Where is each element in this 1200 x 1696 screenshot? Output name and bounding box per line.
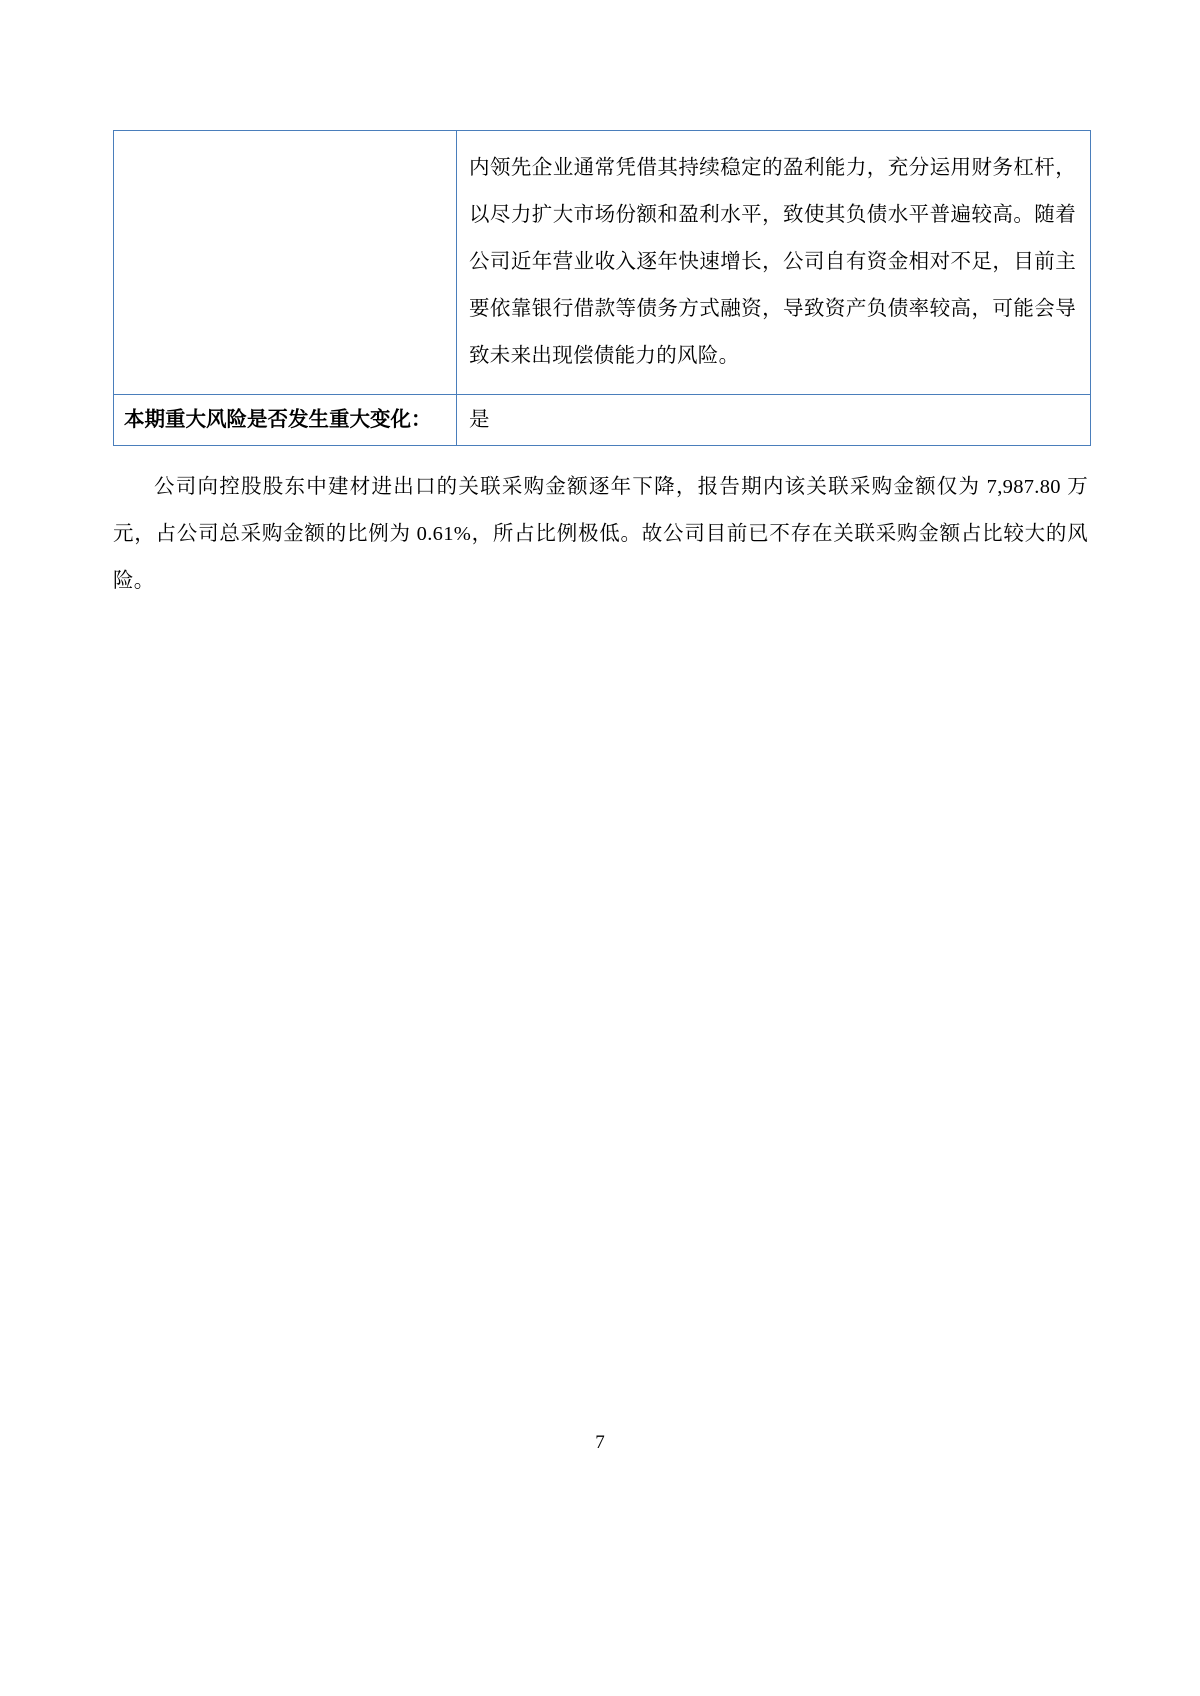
table-cell-empty <box>114 131 457 395</box>
table-cell-change-value <box>457 395 1091 446</box>
table-row <box>114 131 1091 395</box>
risk-description-text: 内领先企业通常凭借其持续稳定的盈利能力，充分运用财务杠杆，以尽力扩大市场份额和盈利水平，致使其负债水平普遍较高。随着公司近年营业收入逐年快速增长，公司自有资金相对不足，目前主要依靠银行借款等债务方式融资，导致资产负债率较高，可能会导致未来出现偿债能力的风险。 <box>469 157 1076 367</box>
page-content <box>113 130 1088 626</box>
table-cell-change-label <box>114 395 457 446</box>
body-paragraph: 公司向控股股东中建材进出口的关联采购金额逐年下降，报告期内该关联采购金额仅为 7,987.80 万元，占公司总采购金额的比例为 0.61%，所占比例极低。故公司目前已不存在关联采购金额占比较大的风险。 <box>113 476 1088 592</box>
change-value-text: 是 <box>469 409 490 431</box>
table-cell-empty-text <box>114 131 456 159</box>
change-label-text: 本期重大风险是否发生重大变化： <box>124 409 432 431</box>
table-row <box>114 395 1091 446</box>
risk-table <box>113 130 1091 446</box>
table-cell-risk-description <box>457 131 1091 395</box>
page-number: 7 <box>595 1432 605 1453</box>
